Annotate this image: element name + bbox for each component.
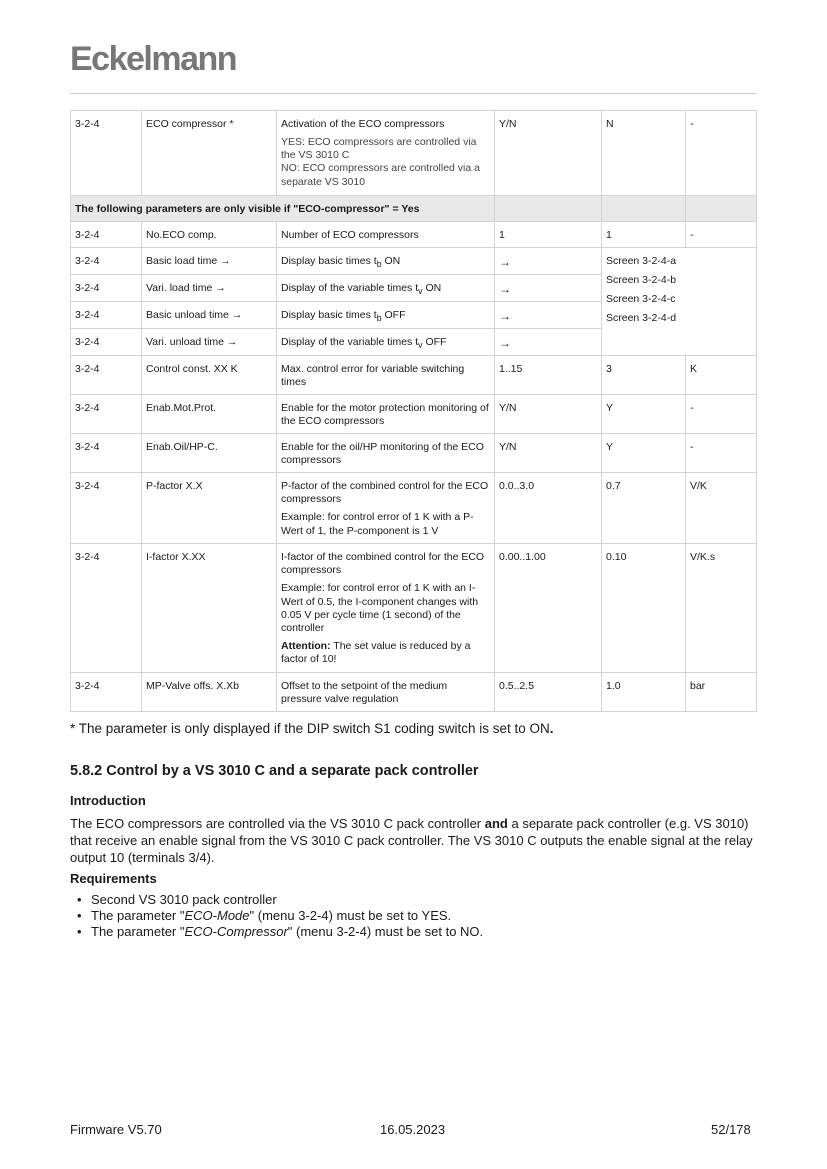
description-text: OFF bbox=[381, 309, 406, 322]
parameter-name-cell: Basic load time → bbox=[142, 248, 277, 275]
description-cell bbox=[277, 248, 495, 275]
unit-cell: - bbox=[686, 111, 757, 196]
description-text: YES: ECO compressors are controlled via the VS 3010 C bbox=[281, 136, 477, 162]
description-text: Example: for control error of 1 K with a P-Wert of 1, the P-component is 1 V bbox=[281, 511, 474, 537]
attention-note bbox=[281, 640, 490, 666]
range-cell: → bbox=[495, 302, 602, 329]
description-text: I-factor of the combined control for the ECO compressors bbox=[281, 551, 485, 577]
description-cell bbox=[277, 111, 495, 196]
subscript: v bbox=[418, 340, 423, 351]
table-row bbox=[71, 434, 757, 473]
range-cell: Y/N bbox=[495, 111, 602, 196]
default-cell: 1.0 bbox=[602, 673, 686, 712]
menu-cell: 3-2-4 bbox=[71, 329, 142, 356]
subscript: b bbox=[376, 313, 382, 324]
description-text: OFF bbox=[422, 336, 447, 349]
description-cell: Enable for the oil/HP monitoring of the ECO compressors bbox=[277, 434, 495, 473]
range-cell: 1..15 bbox=[495, 356, 602, 395]
description-text: ON bbox=[381, 255, 401, 267]
section-heading-cell: The following parameters are only visible if "ECO-compressor" = Yes bbox=[71, 196, 495, 222]
paragraph-bold: and bbox=[484, 816, 508, 831]
menu-cell: 3-2-4 bbox=[71, 302, 142, 329]
parameter-name-cell: Basic unload time → bbox=[142, 302, 277, 329]
range-cell: 0.00..1.00 bbox=[495, 544, 602, 673]
parameter-name-cell: Enab.Mot.Prot. bbox=[142, 395, 277, 434]
default-cell: 0.7 bbox=[602, 473, 686, 544]
attention-label: Attention: bbox=[281, 639, 331, 652]
list-item-text: " (menu 3-2-4) must be set to NO. bbox=[287, 924, 484, 939]
footer-firmware: Firmware V5.70 bbox=[70, 1122, 162, 1137]
paragraph-text: a separate pack controller (e.g. VS 3010) that receive an enable signal from the VS 3010 C pack controller. The VS 3010 C outputs the enable signal at the relay output 10 (terminals 3/4). bbox=[70, 816, 753, 865]
parameter-name-cell: ECO compressor * bbox=[142, 111, 277, 196]
list-item-text: Second VS 3010 pack controller bbox=[91, 892, 277, 907]
description-text: Display of the variable times t bbox=[281, 282, 419, 295]
menu-cell: 3-2-4 bbox=[71, 356, 142, 395]
table-row bbox=[71, 248, 757, 275]
parameter-name-cell: I-factor X.XX bbox=[142, 544, 277, 673]
screen-reference: Screen 3-2-4-a bbox=[606, 255, 677, 267]
subscript: v bbox=[418, 286, 423, 297]
subscript: b bbox=[376, 259, 382, 270]
footer-page-number: 52/178 bbox=[711, 1122, 751, 1137]
screens-cell bbox=[602, 248, 757, 356]
menu-cell: 3-2-4 bbox=[71, 544, 142, 673]
introduction-heading: Introduction bbox=[70, 793, 146, 808]
description-cell: Number of ECO compressors bbox=[277, 222, 495, 248]
parameter-name-cell: P-factor X.X bbox=[142, 473, 277, 544]
eckelmann-logo: Eckelmann bbox=[70, 40, 237, 78]
description-text: Example: for control error of 1 K with an I-Wert of 0.5, the I-component changes with 0.05 V per cycle time (1 second) of the controller bbox=[281, 582, 479, 634]
list-item bbox=[70, 892, 483, 908]
list-item-text: The parameter " bbox=[91, 924, 185, 939]
description-cell: Enable for the motor protection monitoring of the ECO compressors bbox=[277, 395, 495, 434]
default-cell: 0.10 bbox=[602, 544, 686, 673]
parameter-name-cell: Vari. unload time → bbox=[142, 329, 277, 356]
description-text: Display of the variable times t bbox=[281, 336, 419, 349]
unit-cell: K bbox=[686, 356, 757, 395]
range-cell: 0.5..2.5 bbox=[495, 673, 602, 712]
unit-cell: - bbox=[686, 222, 757, 248]
menu-cell: 3-2-4 bbox=[71, 222, 142, 248]
description-text: P-factor of the combined control for the ECO compressors bbox=[281, 480, 489, 506]
range-cell: → bbox=[495, 248, 602, 275]
default-cell: N bbox=[602, 111, 686, 196]
list-item-emphasis: ECO-Mode bbox=[184, 908, 250, 923]
default-cell: 3 bbox=[602, 356, 686, 395]
description-cell bbox=[277, 544, 495, 673]
table-row bbox=[71, 395, 757, 434]
range-cell: → bbox=[495, 329, 602, 356]
empty-cell bbox=[686, 196, 757, 222]
range-cell: → bbox=[495, 275, 602, 302]
bullet-icon: • bbox=[77, 924, 82, 939]
parameter-name-cell: Control const. XX K bbox=[142, 356, 277, 395]
empty-cell bbox=[495, 196, 602, 222]
description-cell bbox=[277, 275, 495, 302]
description-cell bbox=[277, 302, 495, 329]
default-cell: Y bbox=[602, 395, 686, 434]
range-cell: 1 bbox=[495, 222, 602, 248]
unit-cell: - bbox=[686, 395, 757, 434]
screen-reference: Screen 3-2-4-c bbox=[606, 293, 676, 305]
unit-cell: bar bbox=[686, 673, 757, 712]
paragraph-text: The ECO compressors are controlled via the VS 3010 C pack controller bbox=[70, 816, 485, 831]
description-text: ON bbox=[422, 282, 442, 295]
menu-cell: 3-2-4 bbox=[71, 473, 142, 544]
table-section-row bbox=[71, 196, 757, 222]
screen-reference: Screen 3-2-4-b bbox=[606, 274, 677, 286]
table-row bbox=[71, 356, 757, 395]
table-row bbox=[71, 222, 757, 248]
list-item-text: " (menu 3-2-4) must be set to YES. bbox=[249, 908, 452, 923]
unit-cell: V/K bbox=[686, 473, 757, 544]
description-cell bbox=[277, 473, 495, 544]
introduction-paragraph bbox=[70, 815, 760, 866]
description-text: NO: ECO compressors are controlled via a separate VS 3010 bbox=[281, 162, 480, 188]
description-text: Activation of the ECO compressors bbox=[281, 118, 445, 130]
parameter-name-cell: Vari. load time → bbox=[142, 275, 277, 302]
range-cell: 0.0..3.0 bbox=[495, 473, 602, 544]
menu-cell: 3-2-4 bbox=[71, 248, 142, 275]
unit-cell: V/K.s bbox=[686, 544, 757, 673]
table-row bbox=[71, 544, 757, 673]
menu-cell: 3-2-4 bbox=[71, 111, 142, 196]
parameter-table bbox=[70, 110, 757, 712]
header-divider bbox=[70, 93, 756, 94]
menu-cell: 3-2-4 bbox=[71, 673, 142, 712]
bullet-icon: • bbox=[77, 908, 82, 923]
menu-cell: 3-2-4 bbox=[71, 275, 142, 302]
screen-reference: Screen 3-2-4-d bbox=[606, 312, 677, 324]
default-cell: Y bbox=[602, 434, 686, 473]
unit-cell: - bbox=[686, 434, 757, 473]
description-cell bbox=[277, 329, 495, 356]
section-heading: 5.8.2 Control by a VS 3010 C and a separate pack controller bbox=[70, 763, 479, 779]
table-row bbox=[71, 473, 757, 544]
bullet-icon: • bbox=[77, 892, 82, 907]
default-cell: 1 bbox=[602, 222, 686, 248]
menu-cell: 3-2-4 bbox=[71, 395, 142, 434]
range-cell: Y/N bbox=[495, 434, 602, 473]
requirements-heading: Requirements bbox=[70, 871, 157, 886]
footnote bbox=[70, 721, 553, 736]
requirements-list bbox=[70, 892, 483, 940]
list-item bbox=[70, 924, 483, 940]
footnote-text: * The parameter is only displayed if the DIP switch S1 coding switch is set to ON bbox=[70, 721, 550, 736]
parameter-name-cell: Enab.Oil/HP-C. bbox=[142, 434, 277, 473]
table-row bbox=[71, 111, 757, 196]
description-text: Display basic times t bbox=[281, 255, 377, 267]
menu-cell: 3-2-4 bbox=[71, 434, 142, 473]
description-cell: Max. control error for variable switching times bbox=[277, 356, 495, 395]
empty-cell bbox=[602, 196, 686, 222]
footer-date: 16.05.2023 bbox=[380, 1122, 446, 1137]
list-item-emphasis: ECO-Compressor bbox=[184, 924, 288, 939]
footnote-end: . bbox=[549, 721, 554, 736]
attention-text: The set value is reduced by a factor of 10! bbox=[281, 639, 471, 665]
range-cell: Y/N bbox=[495, 395, 602, 434]
list-item-text: The parameter " bbox=[91, 908, 185, 923]
description-cell: Offset to the setpoint of the medium pressure valve regulation bbox=[277, 673, 495, 712]
list-item bbox=[70, 908, 483, 924]
parameter-name-cell: No.ECO comp. bbox=[142, 222, 277, 248]
parameter-name-cell: MP-Valve offs. X.Xb bbox=[142, 673, 277, 712]
description-text: Display basic times t bbox=[281, 309, 377, 322]
table-row bbox=[71, 673, 757, 712]
